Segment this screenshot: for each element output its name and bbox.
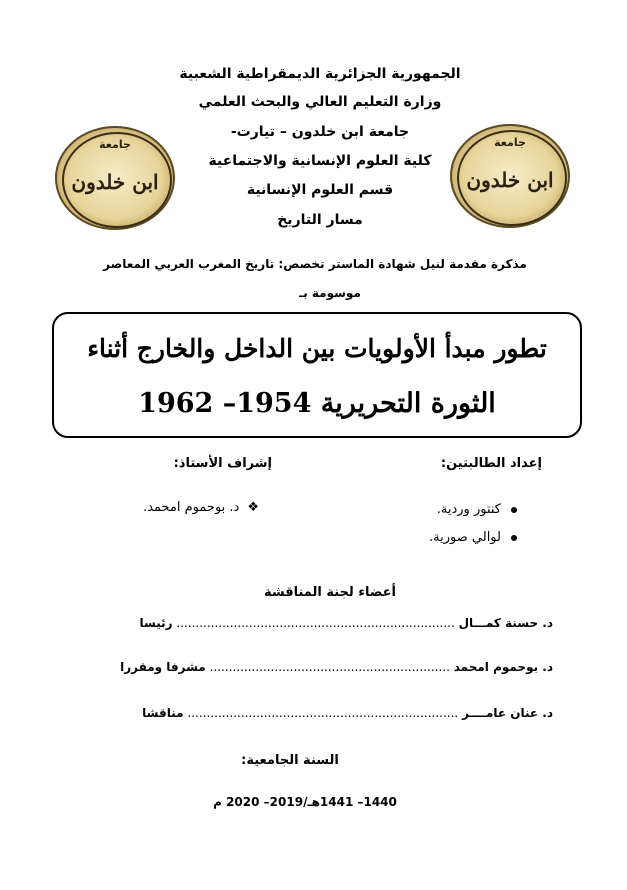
university-seal-right: جامعة ابن خلدون xyxy=(450,124,570,228)
memo-description: مذكرة مقدمة لنيل شهادة الماستر تخصص: تاريخ المغرب العربي المعاصر xyxy=(103,257,527,271)
student-item xyxy=(429,530,517,545)
header-university: جامعة ابن خلدون – تيارت- xyxy=(230,124,410,140)
students-label: إعداد الطالبتين: xyxy=(440,456,542,471)
bullet-icon xyxy=(511,535,517,541)
supervisor-name: د. بوحموم امحمد. xyxy=(143,500,240,515)
header-republic: الجمهورية الجزائرية الديمقراطية الشعبية xyxy=(179,66,461,82)
bullet-icon xyxy=(511,507,517,513)
header-department: قسم العلوم الإنسانية xyxy=(246,182,394,198)
diamond-bullet-icon: ❖ xyxy=(247,500,259,515)
committee-row: د. حسنة كمـــال ......................................................................... رئيسا xyxy=(139,616,553,630)
thesis-title-line2: الثورة التحريرية 1954– 1962 xyxy=(138,388,496,419)
thesis-title-box xyxy=(52,312,582,438)
student-name: كنتور وردية. xyxy=(436,502,501,517)
tagged-label: موسومة بـ xyxy=(299,286,361,300)
header-ministry: وزارة التعليم العالي والبحث العلمي xyxy=(198,94,442,110)
supervisor-item xyxy=(143,500,259,515)
academic-year-value: 1440– 1441هـ/2019– 2020 م xyxy=(213,795,397,809)
student-item xyxy=(437,502,517,517)
committee-row: د. عنان عامــــر ....................................................................... مناقشا xyxy=(142,706,553,720)
header-track: مسار التاريخ xyxy=(277,212,363,228)
header-faculty: كلية العلوم الإنسانية والاجتماعية xyxy=(208,153,432,169)
university-seal-left: جامعة ابن خلدون xyxy=(55,126,175,230)
academic-year-label: السنة الجامعية: xyxy=(241,753,339,768)
thesis-title-line1: تطور مبدأ الأولويات بين الداخل والخارج أثناء xyxy=(87,334,547,363)
student-name: لوالي صورية. xyxy=(429,530,501,545)
supervisor-label: إشراف الأستاذ: xyxy=(173,456,272,471)
committee-row: د. بوحموم امحمد ............................................................... مشرفا ومقررا xyxy=(120,660,553,674)
committee-title: أعضاء لجنة المناقشة xyxy=(263,585,397,600)
